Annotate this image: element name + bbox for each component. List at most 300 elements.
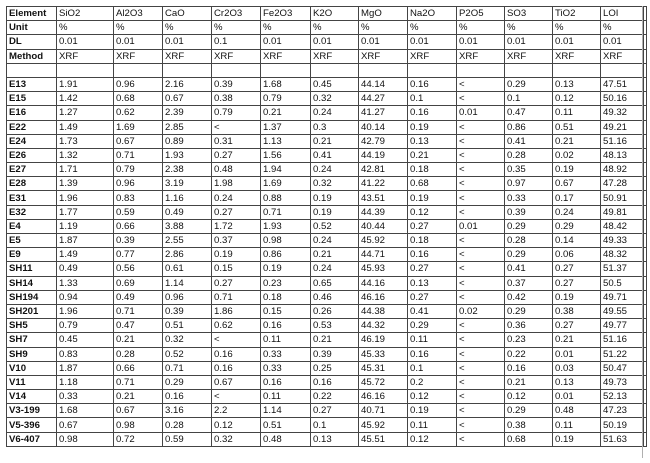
value-cell[interactable]: 45.33 — [359, 347, 408, 361]
value-cell[interactable]: 0.14 — [553, 234, 601, 248]
value-cell[interactable]: 44.39 — [359, 205, 408, 219]
row-label-cell[interactable]: SH14 — [7, 276, 57, 290]
value-cell[interactable]: 0.51 — [553, 120, 601, 134]
row-label-cell[interactable]: SH9 — [7, 347, 57, 361]
row-label-cell[interactable]: Method — [7, 49, 57, 63]
row-label-cell[interactable]: Unit — [7, 21, 57, 35]
value-cell[interactable]: 1.19 — [57, 219, 114, 233]
value-cell[interactable]: 51.63 — [601, 432, 644, 446]
value-cell[interactable]: 0.98 — [114, 418, 163, 432]
value-cell[interactable]: 0.01 — [261, 35, 311, 49]
value-cell[interactable]: 0.48 — [261, 432, 311, 446]
value-cell[interactable]: 0.19 — [408, 404, 457, 418]
value-cell[interactable]: < — [457, 276, 505, 290]
value-cell[interactable]: 0.15 — [261, 304, 311, 318]
value-cell[interactable]: 0.01 — [114, 35, 163, 49]
value-cell[interactable]: 49.21 — [601, 120, 644, 134]
empty-cell[interactable] — [7, 63, 57, 77]
value-cell[interactable]: 0.41 — [408, 304, 457, 318]
value-cell[interactable]: < — [457, 404, 505, 418]
value-cell[interactable]: 0.56 — [114, 262, 163, 276]
value-cell[interactable]: 0.71 — [114, 148, 163, 162]
value-cell[interactable]: P2O5 — [457, 7, 505, 21]
value-cell[interactable]: 48.13 — [601, 148, 644, 162]
value-cell[interactable]: 0.23 — [261, 276, 311, 290]
value-cell[interactable]: 0.19 — [553, 432, 601, 446]
value-cell[interactable]: 0.98 — [261, 234, 311, 248]
value-cell[interactable]: 50.19 — [601, 418, 644, 432]
row-label-cell[interactable]: E22 — [7, 120, 57, 134]
value-cell[interactable]: 0.59 — [114, 205, 163, 219]
value-cell[interactable]: 1.69 — [114, 120, 163, 134]
value-cell[interactable]: 0.45 — [57, 333, 114, 347]
value-cell[interactable]: 0.24 — [311, 106, 359, 120]
value-cell[interactable]: < — [457, 120, 505, 134]
row-label-cell[interactable]: SH194 — [7, 290, 57, 304]
value-cell[interactable]: 0.97 — [505, 177, 553, 191]
empty-cell[interactable] — [457, 63, 505, 77]
value-cell[interactable]: 0.24 — [553, 205, 601, 219]
value-cell[interactable]: 1.56 — [261, 148, 311, 162]
empty-cell[interactable] — [163, 63, 212, 77]
value-cell[interactable]: 0.37 — [505, 276, 553, 290]
value-cell[interactable]: < — [212, 333, 261, 347]
value-cell[interactable]: XRF — [553, 49, 601, 63]
value-cell[interactable]: 1.16 — [163, 191, 212, 205]
empty-cell[interactable] — [505, 63, 553, 77]
value-cell[interactable]: < — [457, 319, 505, 333]
value-cell[interactable]: 0.39 — [311, 347, 359, 361]
value-cell[interactable]: 0.19 — [311, 205, 359, 219]
value-cell[interactable]: TiO2 — [553, 7, 601, 21]
value-cell[interactable]: 0.12 — [553, 92, 601, 106]
value-cell[interactable]: 0.41 — [505, 262, 553, 276]
value-cell[interactable]: 49.33 — [601, 234, 644, 248]
value-cell[interactable]: < — [457, 390, 505, 404]
value-cell[interactable]: 0.61 — [163, 262, 212, 276]
value-cell[interactable]: 0.31 — [212, 134, 261, 148]
value-cell[interactable]: 0.62 — [212, 319, 261, 333]
value-cell[interactable]: 0.38 — [505, 418, 553, 432]
value-cell[interactable]: 2.2 — [212, 404, 261, 418]
value-cell[interactable]: 0.66 — [114, 361, 163, 375]
value-cell[interactable]: 48.32 — [601, 248, 644, 262]
value-cell[interactable]: 0.96 — [163, 290, 212, 304]
value-cell[interactable]: < — [457, 262, 505, 276]
value-cell[interactable]: % — [457, 21, 505, 35]
value-cell[interactable]: 0.19 — [553, 163, 601, 177]
value-cell[interactable]: 0.16 — [261, 319, 311, 333]
value-cell[interactable]: 0.01 — [163, 35, 212, 49]
value-cell[interactable]: 0.39 — [163, 304, 212, 318]
empty-cell[interactable] — [212, 63, 261, 77]
value-cell[interactable]: 0.27 — [553, 319, 601, 333]
value-cell[interactable]: 0.52 — [163, 347, 212, 361]
value-cell[interactable]: 0.01 — [553, 347, 601, 361]
value-cell[interactable]: 0.02 — [553, 148, 601, 162]
value-cell[interactable]: 0.38 — [212, 92, 261, 106]
value-cell[interactable]: 0.2 — [408, 375, 457, 389]
value-cell[interactable]: 1.42 — [57, 92, 114, 106]
value-cell[interactable]: 1.69 — [261, 177, 311, 191]
value-cell[interactable]: 0.49 — [163, 205, 212, 219]
value-cell[interactable]: 0.27 — [408, 290, 457, 304]
value-cell[interactable]: 0.66 — [114, 219, 163, 233]
value-cell[interactable]: 0.1 — [212, 35, 261, 49]
value-cell[interactable]: 0.29 — [505, 219, 553, 233]
value-cell[interactable]: < — [457, 290, 505, 304]
value-cell[interactable]: 0.24 — [311, 163, 359, 177]
row-label-cell[interactable]: V6-407 — [7, 432, 57, 446]
empty-cell[interactable] — [57, 63, 114, 77]
value-cell[interactable]: 0.33 — [261, 347, 311, 361]
value-cell[interactable]: 0.68 — [408, 177, 457, 191]
value-cell[interactable]: 0.01 — [359, 35, 408, 49]
value-cell[interactable]: 49.55 — [601, 304, 644, 318]
value-cell[interactable]: 0.22 — [311, 390, 359, 404]
value-cell[interactable]: 3.88 — [163, 219, 212, 233]
value-cell[interactable]: 0.27 — [212, 148, 261, 162]
value-cell[interactable]: SO3 — [505, 7, 553, 21]
value-cell[interactable]: 1.87 — [57, 361, 114, 375]
value-cell[interactable]: 0.19 — [311, 191, 359, 205]
value-cell[interactable]: 0.11 — [261, 333, 311, 347]
value-cell[interactable]: 0.48 — [212, 163, 261, 177]
value-cell[interactable]: 0.77 — [114, 248, 163, 262]
value-cell[interactable]: 0.03 — [553, 361, 601, 375]
value-cell[interactable]: 0.16 — [408, 248, 457, 262]
value-cell[interactable]: 1.86 — [212, 304, 261, 318]
value-cell[interactable]: 45.93 — [359, 262, 408, 276]
value-cell[interactable]: 51.16 — [601, 333, 644, 347]
value-cell[interactable]: 1.71 — [57, 163, 114, 177]
value-cell[interactable]: % — [212, 21, 261, 35]
value-cell[interactable]: 0.19 — [553, 290, 601, 304]
value-cell[interactable]: 1.96 — [57, 304, 114, 318]
value-cell[interactable]: 0.67 — [114, 404, 163, 418]
value-cell[interactable]: 0.3 — [311, 120, 359, 134]
value-cell[interactable]: 0.37 — [212, 234, 261, 248]
value-cell[interactable]: XRF — [601, 49, 644, 63]
value-cell[interactable]: 1.93 — [261, 219, 311, 233]
value-cell[interactable]: 1.68 — [261, 77, 311, 91]
value-cell[interactable]: 44.27 — [359, 92, 408, 106]
value-cell[interactable]: 0.19 — [261, 262, 311, 276]
value-cell[interactable]: 0.21 — [114, 390, 163, 404]
value-cell[interactable]: < — [457, 77, 505, 91]
value-cell[interactable]: 44.14 — [359, 77, 408, 91]
value-cell[interactable]: 0.42 — [505, 290, 553, 304]
value-cell[interactable]: 45.92 — [359, 234, 408, 248]
value-cell[interactable]: 0.01 — [57, 35, 114, 49]
value-cell[interactable]: 1.49 — [57, 248, 114, 262]
value-cell[interactable]: 0.71 — [261, 205, 311, 219]
value-cell[interactable]: 1.93 — [163, 148, 212, 162]
value-cell[interactable]: 0.21 — [311, 248, 359, 262]
value-cell[interactable]: 49.81 — [601, 205, 644, 219]
value-cell[interactable]: 50.91 — [601, 191, 644, 205]
value-cell[interactable]: 0.52 — [311, 219, 359, 233]
value-cell[interactable]: 0.29 — [505, 304, 553, 318]
value-cell[interactable]: 0.29 — [505, 404, 553, 418]
value-cell[interactable]: 1.14 — [261, 404, 311, 418]
value-cell[interactable]: XRF — [408, 49, 457, 63]
value-cell[interactable]: < — [457, 333, 505, 347]
value-cell[interactable]: 0.17 — [553, 191, 601, 205]
value-cell[interactable]: 2.16 — [163, 77, 212, 91]
value-cell[interactable]: 0.88 — [261, 191, 311, 205]
value-cell[interactable]: 0.21 — [553, 333, 601, 347]
value-cell[interactable]: 42.81 — [359, 163, 408, 177]
value-cell[interactable]: 0.98 — [57, 432, 114, 446]
value-cell[interactable]: 0.24 — [311, 234, 359, 248]
value-cell[interactable]: 0.51 — [163, 319, 212, 333]
empty-cell[interactable] — [359, 63, 408, 77]
value-cell[interactable]: 51.22 — [601, 347, 644, 361]
value-cell[interactable]: 0.16 — [408, 347, 457, 361]
row-label-cell[interactable]: E32 — [7, 205, 57, 219]
value-cell[interactable]: 0.25 — [311, 361, 359, 375]
row-label-cell[interactable]: SH11 — [7, 262, 57, 276]
value-cell[interactable]: 0.49 — [57, 262, 114, 276]
value-cell[interactable]: 49.32 — [601, 106, 644, 120]
value-cell[interactable]: 0.11 — [408, 418, 457, 432]
value-cell[interactable]: 45.92 — [359, 418, 408, 432]
value-cell[interactable]: 49.71 — [601, 290, 644, 304]
value-cell[interactable]: 0.96 — [114, 177, 163, 191]
value-cell[interactable]: 1.94 — [261, 163, 311, 177]
value-cell[interactable]: 0.12 — [408, 390, 457, 404]
value-cell[interactable]: 0.28 — [163, 418, 212, 432]
value-cell[interactable]: 50.47 — [601, 361, 644, 375]
value-cell[interactable]: K2O — [311, 7, 359, 21]
value-cell[interactable]: 0.18 — [408, 234, 457, 248]
value-cell[interactable]: 47.51 — [601, 77, 644, 91]
value-cell[interactable]: 0.19 — [408, 120, 457, 134]
row-label-cell[interactable]: E16 — [7, 106, 57, 120]
value-cell[interactable]: 1.68 — [57, 404, 114, 418]
value-cell[interactable]: XRF — [163, 49, 212, 63]
value-cell[interactable]: < — [457, 148, 505, 162]
value-cell[interactable]: 51.16 — [601, 134, 644, 148]
value-cell[interactable]: < — [212, 120, 261, 134]
value-cell[interactable]: 0.01 — [553, 390, 601, 404]
value-cell[interactable]: 0.1 — [505, 92, 553, 106]
value-cell[interactable]: 47.28 — [601, 177, 644, 191]
value-cell[interactable]: < — [457, 92, 505, 106]
value-cell[interactable]: 40.71 — [359, 404, 408, 418]
value-cell[interactable]: SiO2 — [57, 7, 114, 21]
value-cell[interactable]: 0.27 — [408, 219, 457, 233]
value-cell[interactable]: 1.39 — [57, 177, 114, 191]
value-cell[interactable]: 0.01 — [457, 106, 505, 120]
value-cell[interactable]: 0.69 — [114, 276, 163, 290]
value-cell[interactable]: 52.13 — [601, 390, 644, 404]
value-cell[interactable]: < — [457, 191, 505, 205]
value-cell[interactable]: 0.29 — [505, 248, 553, 262]
value-cell[interactable]: 0.21 — [408, 148, 457, 162]
value-cell[interactable]: 0.19 — [408, 191, 457, 205]
row-label-cell[interactable]: E9 — [7, 248, 57, 262]
value-cell[interactable]: % — [261, 21, 311, 35]
value-cell[interactable]: XRF — [359, 49, 408, 63]
row-label-cell[interactable]: E31 — [7, 191, 57, 205]
row-label-cell[interactable]: V5-396 — [7, 418, 57, 432]
value-cell[interactable]: 1.33 — [57, 276, 114, 290]
value-cell[interactable]: 0.12 — [212, 418, 261, 432]
value-cell[interactable]: < — [457, 248, 505, 262]
value-cell[interactable]: XRF — [261, 49, 311, 63]
value-cell[interactable]: 0.62 — [114, 106, 163, 120]
value-cell[interactable]: % — [553, 21, 601, 35]
value-cell[interactable]: 0.39 — [212, 77, 261, 91]
value-cell[interactable]: 0.27 — [212, 276, 261, 290]
value-cell[interactable]: < — [457, 205, 505, 219]
value-cell[interactable]: < — [457, 163, 505, 177]
value-cell[interactable]: XRF — [57, 49, 114, 63]
row-label-cell[interactable]: E28 — [7, 177, 57, 191]
value-cell[interactable]: 0.79 — [57, 319, 114, 333]
value-cell[interactable]: 1.37 — [261, 120, 311, 134]
value-cell[interactable]: 0.11 — [553, 418, 601, 432]
value-cell[interactable]: 0.39 — [114, 234, 163, 248]
value-cell[interactable]: 2.86 — [163, 248, 212, 262]
value-cell[interactable]: < — [457, 234, 505, 248]
value-cell[interactable]: 0.28 — [114, 347, 163, 361]
value-cell[interactable]: 51.37 — [601, 262, 644, 276]
value-cell[interactable]: 0.35 — [505, 163, 553, 177]
value-cell[interactable]: 0.27 — [311, 404, 359, 418]
value-cell[interactable]: 2.55 — [163, 234, 212, 248]
value-cell[interactable]: < — [457, 361, 505, 375]
value-cell[interactable]: 0.83 — [114, 191, 163, 205]
value-cell[interactable]: LOI — [601, 7, 644, 21]
value-cell[interactable]: 0.29 — [408, 319, 457, 333]
value-cell[interactable]: 50.5 — [601, 276, 644, 290]
value-cell[interactable]: 0.16 — [408, 77, 457, 91]
value-cell[interactable]: 1.96 — [57, 191, 114, 205]
row-label-cell[interactable]: E27 — [7, 163, 57, 177]
value-cell[interactable]: 0.22 — [505, 347, 553, 361]
value-cell[interactable]: 0.1 — [408, 361, 457, 375]
value-cell[interactable]: 0.83 — [57, 347, 114, 361]
value-cell[interactable]: 47.23 — [601, 404, 644, 418]
value-cell[interactable]: 46.16 — [359, 390, 408, 404]
value-cell[interactable]: 0.01 — [553, 35, 601, 49]
value-cell[interactable]: 0.65 — [311, 276, 359, 290]
value-cell[interactable]: 0.16 — [311, 375, 359, 389]
value-cell[interactable]: XRF — [505, 49, 553, 63]
value-cell[interactable]: 2.39 — [163, 106, 212, 120]
value-cell[interactable]: 0.01 — [601, 35, 644, 49]
value-cell[interactable]: 2.85 — [163, 120, 212, 134]
value-cell[interactable]: < — [457, 177, 505, 191]
value-cell[interactable]: 0.48 — [553, 404, 601, 418]
value-cell[interactable]: 41.27 — [359, 106, 408, 120]
value-cell[interactable]: 0.27 — [553, 276, 601, 290]
value-cell[interactable]: 46.19 — [359, 333, 408, 347]
value-cell[interactable]: 0.96 — [114, 77, 163, 91]
value-cell[interactable]: 46.16 — [359, 290, 408, 304]
value-cell[interactable]: 0.79 — [261, 92, 311, 106]
value-cell[interactable]: 1.32 — [57, 148, 114, 162]
value-cell[interactable]: 0.13 — [553, 77, 601, 91]
row-label-cell[interactable]: E15 — [7, 92, 57, 106]
value-cell[interactable]: % — [408, 21, 457, 35]
value-cell[interactable]: 0.27 — [553, 262, 601, 276]
value-cell[interactable]: 0.67 — [553, 177, 601, 191]
row-label-cell[interactable]: E5 — [7, 234, 57, 248]
value-cell[interactable]: 48.92 — [601, 163, 644, 177]
value-cell[interactable]: 1.13 — [261, 134, 311, 148]
value-cell[interactable]: 0.89 — [163, 134, 212, 148]
value-cell[interactable]: 0.33 — [261, 361, 311, 375]
value-cell[interactable]: 0.94 — [57, 290, 114, 304]
value-cell[interactable]: < — [457, 432, 505, 446]
value-cell[interactable]: 0.12 — [505, 390, 553, 404]
value-cell[interactable]: < — [212, 390, 261, 404]
value-cell[interactable]: 0.86 — [505, 120, 553, 134]
value-cell[interactable]: 0.67 — [114, 134, 163, 148]
value-cell[interactable]: 0.39 — [505, 205, 553, 219]
value-cell[interactable]: 0.21 — [261, 106, 311, 120]
value-cell[interactable]: 1.73 — [57, 134, 114, 148]
value-cell[interactable]: 0.16 — [212, 347, 261, 361]
value-cell[interactable]: 0.53 — [311, 319, 359, 333]
value-cell[interactable]: 0.68 — [505, 432, 553, 446]
value-cell[interactable]: 0.33 — [57, 390, 114, 404]
value-cell[interactable]: 3.16 — [163, 404, 212, 418]
row-label-cell[interactable]: V14 — [7, 390, 57, 404]
value-cell[interactable]: 0.72 — [114, 432, 163, 446]
value-cell[interactable]: 0.13 — [553, 375, 601, 389]
value-cell[interactable]: 0.32 — [163, 333, 212, 347]
value-cell[interactable]: 0.21 — [311, 333, 359, 347]
row-label-cell[interactable]: SH7 — [7, 333, 57, 347]
empty-cell[interactable] — [553, 63, 601, 77]
value-cell[interactable]: 1.14 — [163, 276, 212, 290]
row-label-cell[interactable]: DL — [7, 35, 57, 49]
value-cell[interactable]: Cr2O3 — [212, 7, 261, 21]
value-cell[interactable]: 1.87 — [57, 234, 114, 248]
value-cell[interactable]: 1.77 — [57, 205, 114, 219]
value-cell[interactable]: 3.19 — [163, 177, 212, 191]
value-cell[interactable]: 0.11 — [261, 390, 311, 404]
value-cell[interactable]: 0.71 — [212, 290, 261, 304]
value-cell[interactable]: % — [163, 21, 212, 35]
value-cell[interactable]: % — [57, 21, 114, 35]
value-cell[interactable]: 0.21 — [311, 134, 359, 148]
value-cell[interactable]: 1.27 — [57, 106, 114, 120]
value-cell[interactable]: 0.41 — [311, 148, 359, 162]
value-cell[interactable]: 0.29 — [163, 375, 212, 389]
value-cell[interactable]: 0.27 — [408, 262, 457, 276]
value-cell[interactable]: 0.11 — [408, 333, 457, 347]
value-cell[interactable]: 0.29 — [505, 77, 553, 91]
value-cell[interactable]: 0.67 — [163, 92, 212, 106]
value-cell[interactable]: XRF — [114, 49, 163, 63]
value-cell[interactable]: 0.11 — [553, 106, 601, 120]
value-cell[interactable]: 0.68 — [114, 92, 163, 106]
empty-cell[interactable] — [601, 63, 644, 77]
value-cell[interactable]: 50.16 — [601, 92, 644, 106]
value-cell[interactable]: 0.32 — [311, 92, 359, 106]
value-cell[interactable]: 41.22 — [359, 177, 408, 191]
value-cell[interactable]: % — [311, 21, 359, 35]
row-label-cell[interactable]: SH201 — [7, 304, 57, 318]
row-label-cell[interactable]: SH5 — [7, 319, 57, 333]
value-cell[interactable]: 0.16 — [212, 361, 261, 375]
